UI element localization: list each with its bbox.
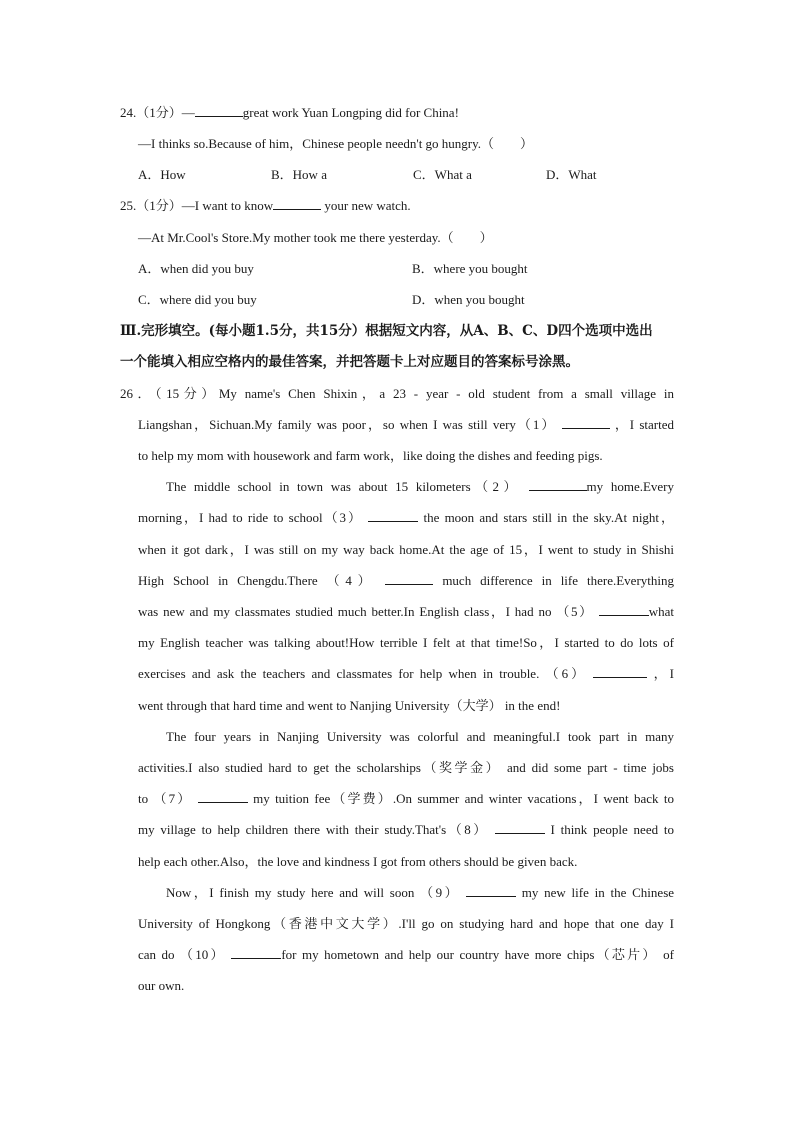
blank-8 [495, 821, 545, 834]
passage-text: Liangshan，Sichuan.My family was poor，so when I was still very（1） [138, 417, 557, 432]
q24-prefix: 24.（1分）— [120, 105, 195, 120]
passage-line: our own. [138, 978, 185, 993]
passage-line: The four years in Nanjing University was colorful and meaningful.I took part in many [166, 729, 674, 744]
passage-line: help each other.Also，the love and kindness I got from others should be given back. [138, 854, 578, 869]
passage-text: much difference in life there.Everything [442, 573, 674, 588]
q25-prefix: 25.（1分）—I want to know [120, 198, 274, 213]
passage-text: the moon and stars still in the sky.At night， [423, 510, 674, 525]
section3-instruction-line1: Ⅲ.完形填空。(每小题1.5分，共15分）根据短文内容，从A、B、C、D四个选项中选出 [120, 323, 653, 339]
blank-4 [385, 572, 433, 585]
q24-option-c: C．What a [413, 167, 472, 182]
passage-text: exercises and ask the teachers and classmates for help when in trouble. （6） [138, 666, 588, 681]
passage-line [138, 416, 674, 434]
q25-option-c: C．where did you buy [138, 292, 257, 307]
passage-text: The middle school in town was about 15 kilometers（2） [166, 479, 521, 494]
passage-line [138, 946, 674, 964]
passage-line [138, 572, 674, 590]
passage-line: University of Hongkong（香港中文大学）.I'll go on studying hard and hope that one day I [138, 916, 674, 931]
q24-option-a: A．How [138, 167, 186, 182]
q25-option-a: A．when did you buy [138, 261, 254, 276]
q25-response-line: —At Mr.Cool's Store.My mother took me there yesterday.（ ） [138, 230, 493, 245]
passage-line [138, 603, 674, 621]
passage-line [138, 821, 674, 839]
passage-line [138, 790, 674, 808]
passage-text: my home.Every [586, 479, 674, 494]
passage-text: my village to help children there with their study.That's（8） [138, 822, 489, 837]
passage-line [138, 509, 674, 527]
passage-line: activities.I also studied hard to get the scholarships（奖学金） and did some part - time jobs [138, 760, 674, 775]
passage-line [166, 478, 674, 496]
passage-text: what [648, 604, 674, 619]
blank-7 [198, 790, 248, 803]
passage-line: 26．（15分）My name's Chen Shixin，a 23 - year - old student from a small village in [120, 386, 674, 401]
passage-text: ，I [653, 666, 674, 681]
passage-line: when it got dark，I was still on my way back home.At the age of 15，I went to study in Shishi [138, 542, 674, 557]
q24-option-d: D．What [546, 167, 597, 182]
passage-text: was new and my classmates studied much better.In English class，I had no （5） [138, 604, 594, 619]
blank-5 [599, 603, 649, 616]
blank-3 [368, 509, 418, 522]
passage-line: went through that hard time and went to Nanjing University（大学） in the end! [138, 698, 561, 713]
q24-suffix: great work Yuan Longping did for China! [242, 105, 459, 120]
q25-blank [273, 197, 321, 210]
q24-response-line: —I thinks so.Because of him，Chinese people needn't go hungry.（ ） [138, 136, 534, 151]
blank-1 [562, 416, 610, 429]
section3-instruction-line2: 一个能填入相应空格内的最佳答案，并把答题卡上对应题目的答案标号涂黑。 [120, 354, 579, 370]
q25-option-b: B．where you bought [412, 261, 528, 276]
passage-line: to help my mom with housework and farm work，like doing the dishes and feeding pigs. [138, 448, 603, 463]
q25-suffix: your new watch. [321, 198, 411, 213]
blank-2 [529, 478, 587, 491]
passage-line [166, 884, 674, 902]
q24-option-b: B．How a [271, 167, 327, 182]
q25-option-d: D．when you bought [412, 292, 525, 307]
passage-text: morning，I had to ride to school（3） [138, 510, 363, 525]
passage-text: my new life in the Chinese [521, 885, 674, 900]
passage-text: to （7） [138, 791, 193, 806]
blank-9 [466, 884, 516, 897]
passage-text: ，I started [614, 417, 674, 432]
blank-10 [231, 946, 281, 959]
passage-text: I think people need to [550, 822, 674, 837]
passage-line [138, 665, 674, 683]
blank-6 [593, 665, 647, 678]
passage-text: my tuition fee（学费）.On summer and winter vacations，I went back to [253, 791, 674, 806]
q24-question-line [120, 104, 459, 122]
q25-question-line [120, 197, 411, 215]
passage-text: can do （10） [138, 947, 226, 962]
passage-text: Now，I finish my study here and will soon （9） [166, 885, 461, 900]
passage-text: High School in Chengdu.There （4） [138, 573, 377, 588]
passage-text: for my hometown and help our country have more chips（芯片） of [281, 947, 674, 962]
passage-line: my English teacher was talking about!How terrible I felt at that time!So，I started to do lots of [138, 635, 674, 650]
q24-blank [195, 104, 243, 117]
